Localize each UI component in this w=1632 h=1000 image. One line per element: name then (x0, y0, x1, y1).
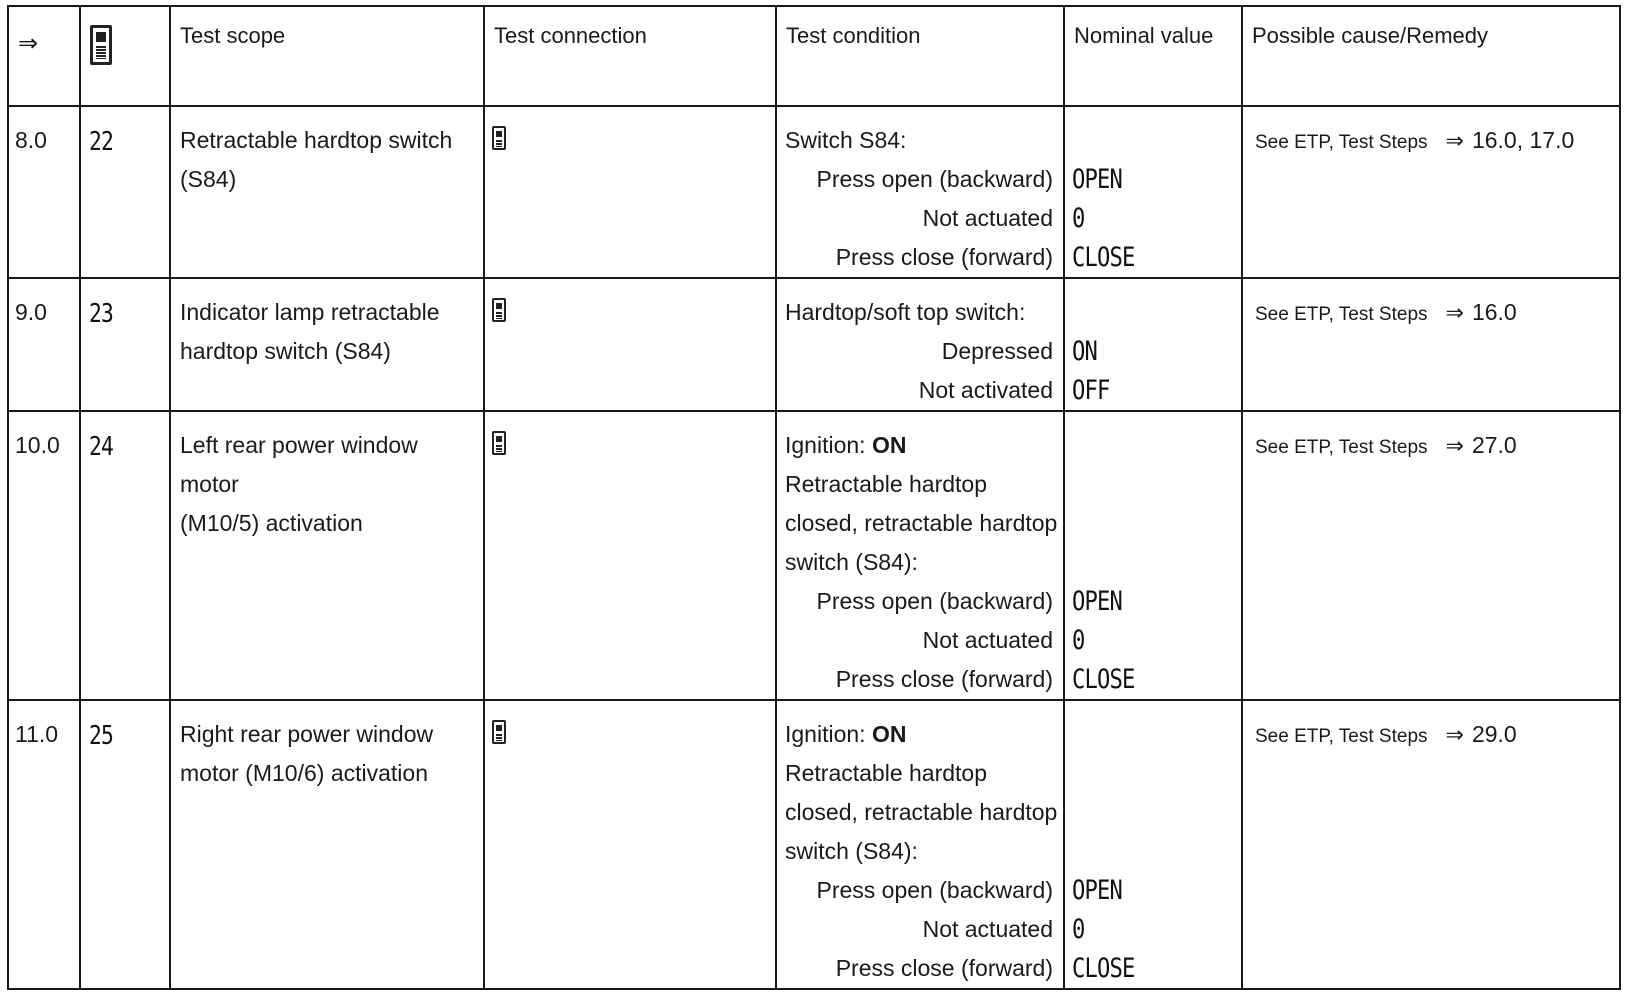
header-tester (80, 6, 170, 106)
test-scope-line: hardtop switch (S84) (180, 338, 391, 364)
test-scope (170, 278, 484, 411)
header-row (8, 6, 1620, 106)
display-code: 25 (80, 700, 170, 989)
nominal-value (1064, 411, 1242, 700)
test-condition (776, 700, 1064, 989)
condition-label: Depressed (941, 338, 1053, 364)
nominal-spacer (1072, 465, 1241, 504)
table-row (8, 700, 1620, 989)
step-number: 11.0 (8, 700, 80, 989)
display-code: 24 (80, 411, 170, 700)
condition-label: Not actuated (922, 205, 1053, 231)
tester-icon (492, 126, 506, 150)
ignition-label: Ignition: (785, 432, 872, 458)
ignition-label: Ignition: (785, 721, 872, 747)
test-scope-line: (M10/5) activation (180, 510, 363, 536)
test-condition (776, 411, 1064, 700)
step-number: 9.0 (8, 278, 80, 411)
test-scope-line: motor (M10/6) activation (180, 760, 428, 786)
nominal-display-value: 0 (1072, 914, 1085, 945)
test-table-sheet (7, 5, 1619, 997)
cause-prefix: See ETP, Test Steps (1255, 132, 1428, 153)
nominal-line (1072, 371, 1241, 410)
condition-label: Press close (forward) (835, 244, 1053, 270)
nominal-line (1072, 582, 1241, 621)
table-row (8, 106, 1620, 278)
condition-label: Press open (backward) (816, 166, 1053, 192)
condition-label: Press open (backward) (816, 588, 1053, 614)
condition-intro: closed, retractable hardtop (785, 510, 1058, 536)
tester-icon (492, 431, 506, 455)
step-number: 10.0 (8, 411, 80, 700)
cause-steps: 16.0 (1471, 299, 1517, 325)
step-number: 8.0 (8, 106, 80, 278)
test-scope-line: (S84) (180, 166, 237, 192)
cause-arrow: ⇒ (1445, 128, 1464, 153)
nominal-line (1072, 199, 1241, 238)
header-nominal-value: Nominal value (1064, 6, 1242, 106)
nominal-line (1072, 910, 1241, 949)
test-connection (484, 411, 776, 700)
tester-icon (492, 720, 506, 744)
test-scope (170, 700, 484, 989)
table-row (8, 411, 1620, 700)
test-scope-line: Left rear power window motor (180, 432, 418, 497)
nominal-value (1064, 278, 1242, 411)
nominal-display-value: OPEN (1072, 586, 1123, 617)
header-test-scope: Test scope (170, 6, 484, 106)
nominal-line (1072, 621, 1241, 660)
condition-label: Press open (backward) (816, 877, 1053, 903)
ignition-line (785, 715, 1063, 754)
nominal-line (1072, 871, 1241, 910)
condition-label: Not actuated (922, 916, 1053, 942)
cause-steps: 29.0 (1471, 721, 1517, 747)
cause-arrow: ⇒ (1445, 433, 1464, 458)
nominal-line (1072, 160, 1241, 199)
nominal-spacer (1072, 754, 1241, 793)
nominal-spacer (1072, 426, 1241, 465)
cause-remedy (1242, 700, 1620, 989)
nominal-spacer (1072, 121, 1241, 160)
tester-icon (492, 298, 506, 322)
header-arrow: ⇒ (8, 6, 80, 106)
nominal-line (1072, 332, 1241, 371)
condition-intro: Retractable hardtop (785, 471, 988, 497)
test-scope (170, 411, 484, 700)
nominal-display-value: 0 (1072, 625, 1085, 656)
nominal-display-value: CLOSE (1072, 953, 1135, 984)
test-scope-line: Indicator lamp retractable (180, 299, 440, 325)
cause-steps: 27.0 (1471, 432, 1517, 458)
cause-arrow: ⇒ (1445, 300, 1464, 325)
nominal-line (1072, 949, 1241, 988)
nominal-spacer (1072, 832, 1241, 871)
nominal-spacer (1072, 793, 1241, 832)
condition-label: Not activated (918, 377, 1053, 403)
nominal-spacer (1072, 293, 1241, 332)
table-row (8, 278, 1620, 411)
condition-label: Press close (forward) (835, 666, 1053, 692)
test-connection (484, 278, 776, 411)
nominal-display-value: 0 (1072, 203, 1085, 234)
nominal-value (1064, 106, 1242, 278)
test-connection (484, 106, 776, 278)
nominal-display-value: CLOSE (1072, 664, 1135, 695)
nominal-display-value: ON (1072, 336, 1098, 367)
cause-remedy (1242, 106, 1620, 278)
nominal-display-value: OFF (1072, 375, 1110, 406)
condition-label: Not actuated (922, 627, 1053, 653)
cause-remedy (1242, 411, 1620, 700)
test-condition (776, 106, 1064, 278)
nominal-spacer (1072, 504, 1241, 543)
nominal-spacer (1072, 543, 1241, 582)
condition-label: Press close (forward) (835, 955, 1053, 981)
nominal-line (1072, 238, 1241, 277)
condition-intro: closed, retractable hardtop (785, 799, 1058, 825)
test-scope-line: Right rear power window (180, 721, 434, 747)
nominal-spacer (1072, 715, 1241, 754)
header-test-condition: Test condition (776, 6, 1064, 106)
ignition-value: ON (871, 721, 907, 747)
cause-prefix: See ETP, Test Steps (1255, 726, 1428, 747)
condition-intro: switch (S84): (785, 838, 918, 864)
header-cause-remedy: Possible cause/Remedy (1242, 6, 1620, 106)
nominal-line (1072, 660, 1241, 699)
cause-remedy (1242, 278, 1620, 411)
display-code: 22 (80, 106, 170, 278)
condition-intro: Retractable hardtop (785, 760, 988, 786)
test-scope (170, 106, 484, 278)
test-table (7, 5, 1621, 990)
ignition-line (785, 426, 1063, 465)
test-connection (484, 700, 776, 989)
nominal-display-value: OPEN (1072, 875, 1123, 906)
cause-steps: 16.0, 17.0 (1471, 127, 1575, 153)
cause-arrow: ⇒ (1445, 722, 1464, 747)
condition-intro: switch (S84): (785, 549, 918, 575)
cause-prefix: See ETP, Test Steps (1255, 437, 1428, 458)
ignition-value: ON (871, 432, 907, 458)
tester-icon (90, 25, 112, 65)
header-test-connection: Test connection (484, 6, 776, 106)
nominal-display-value: CLOSE (1072, 242, 1135, 273)
nominal-display-value: OPEN (1072, 164, 1123, 195)
condition-intro: Switch S84: (785, 127, 907, 153)
condition-intro: Hardtop/soft top switch: (785, 299, 1026, 325)
test-scope-line: Retractable hardtop switch (180, 127, 453, 153)
test-condition (776, 278, 1064, 411)
nominal-value (1064, 700, 1242, 989)
cause-prefix: See ETP, Test Steps (1255, 304, 1428, 325)
display-code: 23 (80, 278, 170, 411)
